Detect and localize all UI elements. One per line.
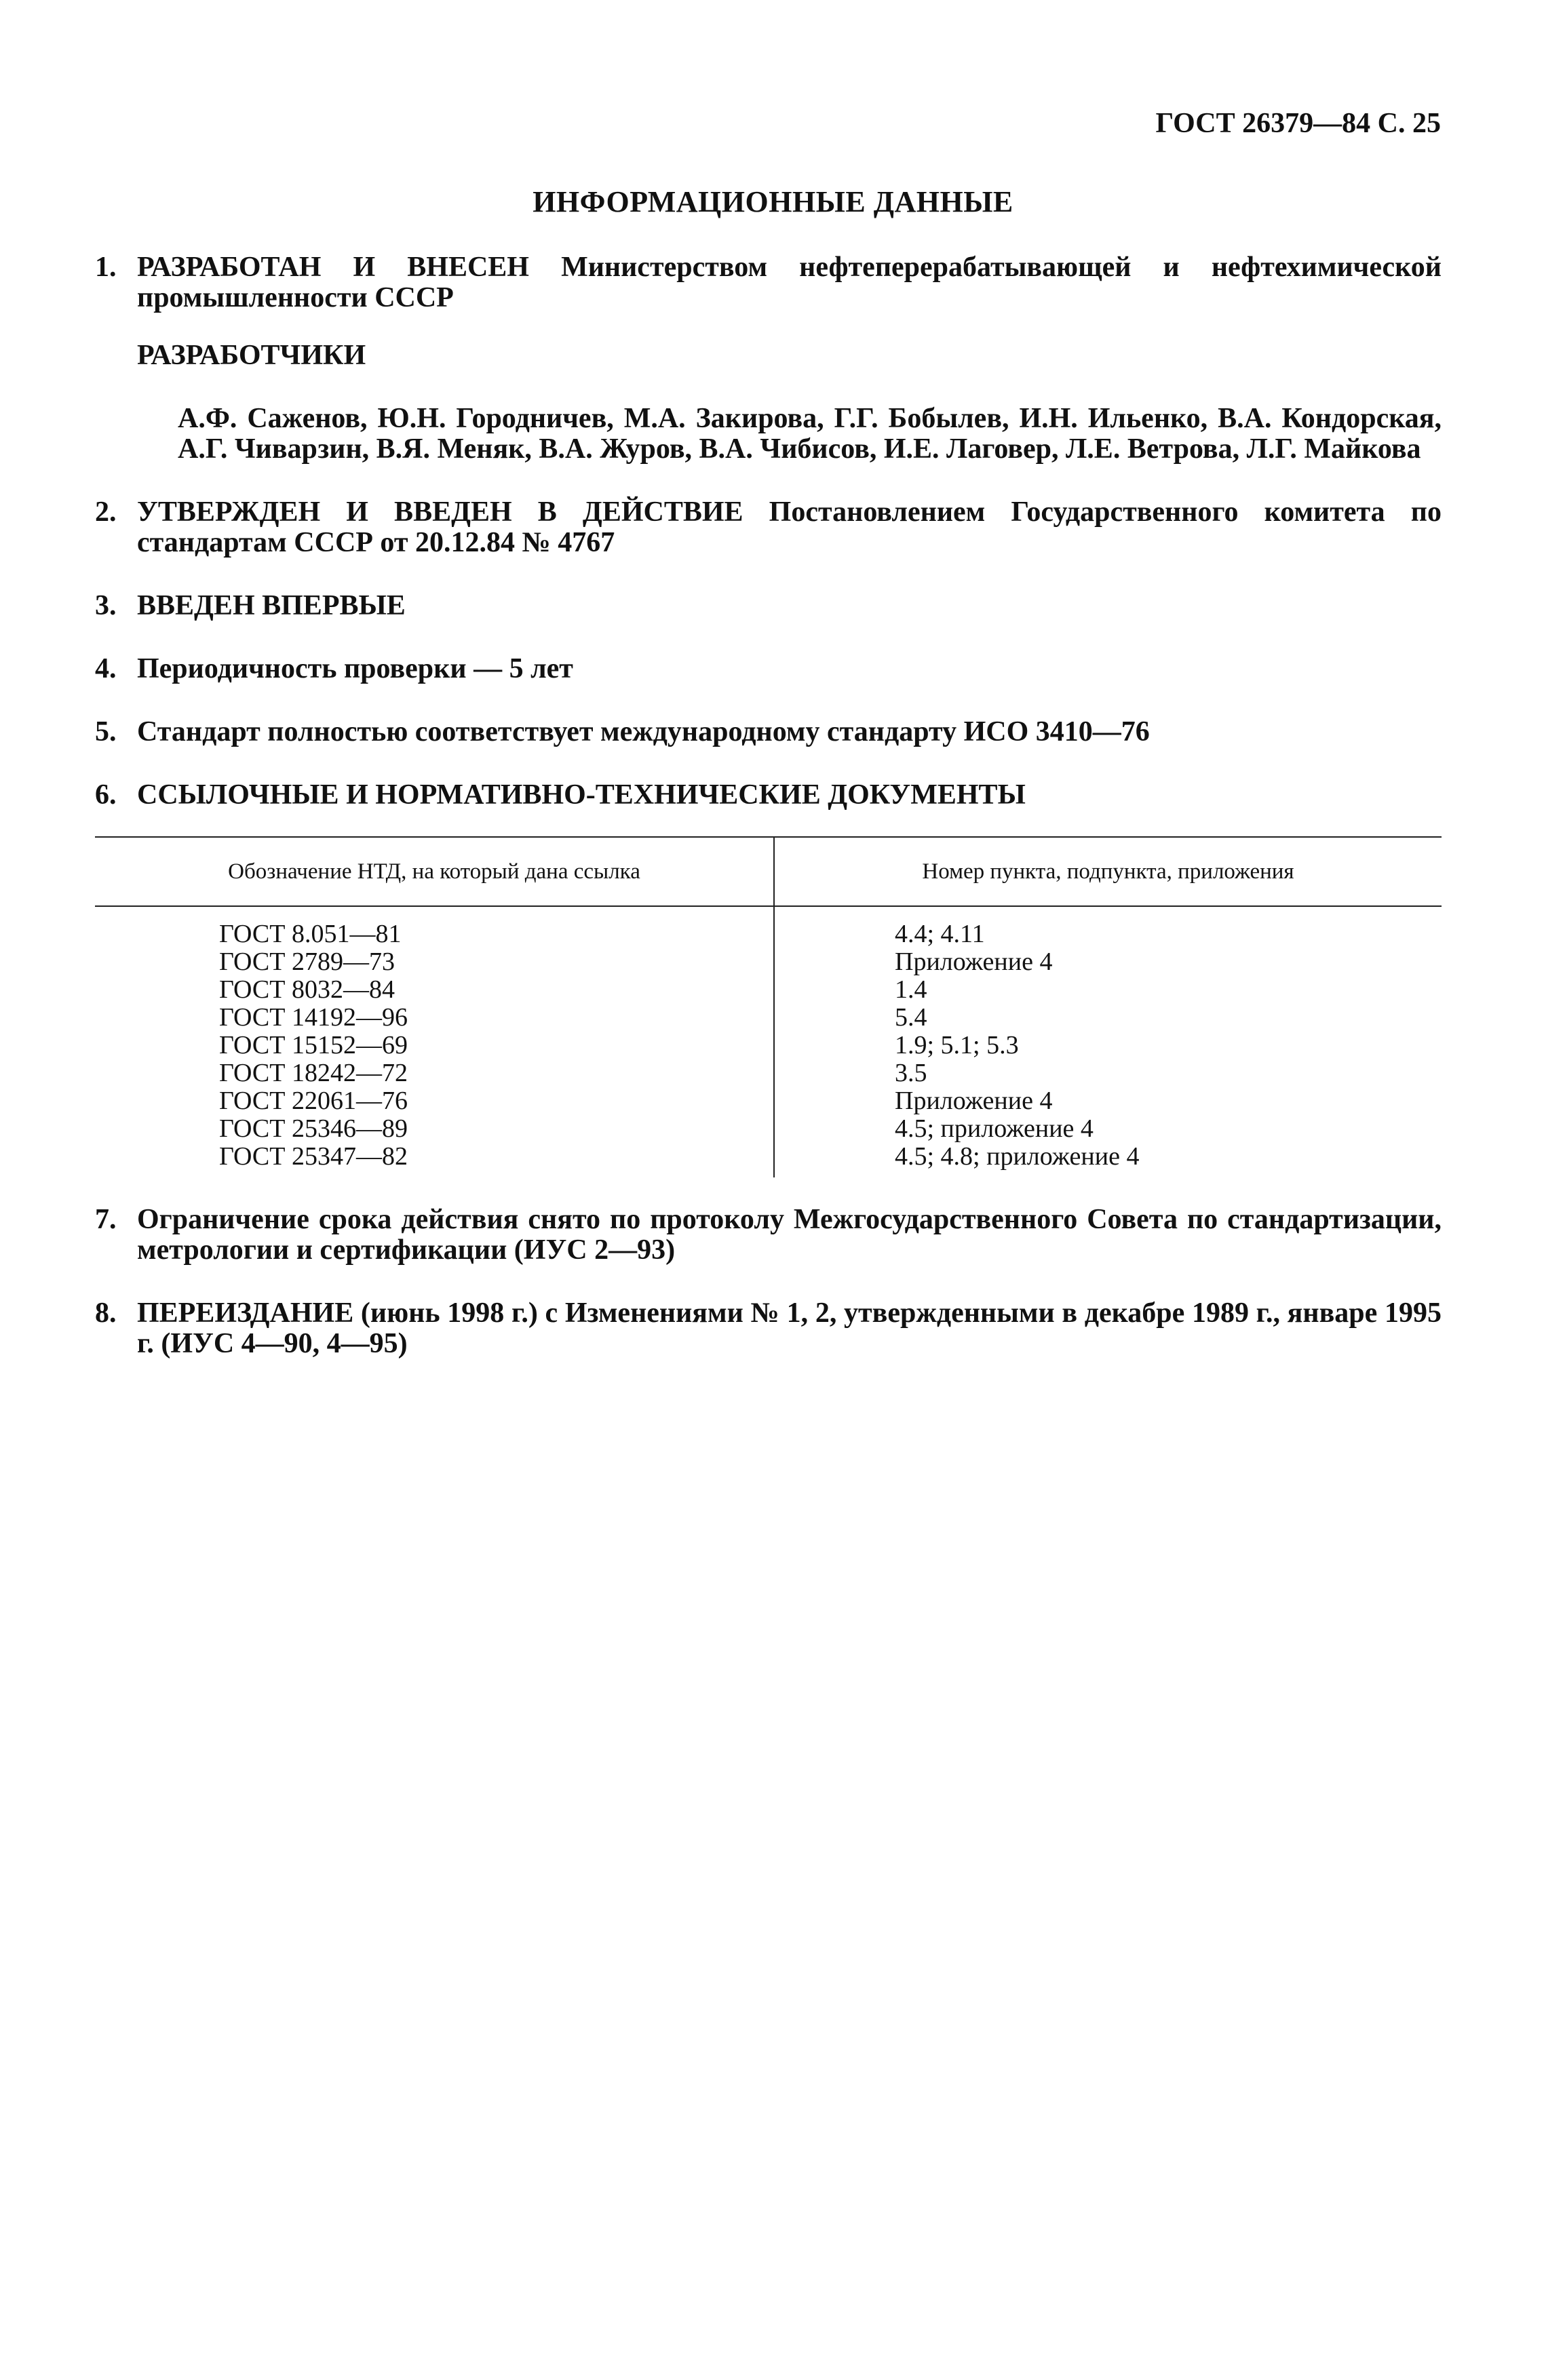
clause-ref: 3.5 [895,1059,927,1087]
info-item-7 [95,1205,1442,1266]
clause-ref: 5.4 [895,1003,927,1032]
document-code: ГОСТ 25347—82 [219,1142,408,1171]
item-number: 8. [95,1298,117,1329]
reference-documents-table [95,836,1442,1177]
item-number: 7. [95,1204,117,1235]
clause-ref: 1.9; 5.1; 5.3 [895,1031,1019,1059]
document-code: ГОСТ 22061—76 [219,1087,408,1115]
clause-cell [774,906,1442,1177]
section-title: ИНФОРМАЦИОННЫЕ ДАННЫЕ [533,185,1013,218]
column-header-clause: Номер пункта, подпункта, приложения [774,837,1442,906]
info-item-3 [95,591,1442,621]
info-item-8 [95,1298,1442,1359]
item-number: 2. [95,496,117,528]
item-text: ПЕРЕИЗДАНИЕ (июнь 1998 г.) с Изменениями № 1, 2, утвержденными в декабре 1989 г., январе 1995 г. (ИУС 4—90, 4—95) [137,1298,1442,1359]
info-item-1 [95,252,1442,465]
item-text: ССЫЛОЧНЫЕ И НОРМАТИВНО-ТЕХНИЧЕСКИЕ ДОКУМЕНТЫ [137,779,1026,811]
item-text: Ограничение срока действия снято по протоколу Межгосударственного Совета по стандартизации, метрологии и сертификации (ИУС 2—93) [137,1204,1442,1266]
document-code: ГОСТ 14192—96 [219,1003,408,1032]
info-item-5 [95,717,1442,747]
info-item-6 [95,780,1442,811]
table-header-row [95,837,1442,906]
clause-ref: Приложение 4 [895,1087,1053,1115]
item-number: 3. [95,590,117,621]
item-number: 4. [95,653,117,684]
document-code: ГОСТ 18242—72 [219,1059,408,1087]
item-number: 5. [95,716,117,747]
clause-ref: 4.5; приложение 4 [895,1114,1094,1143]
item-text: Периодичность проверки — 5 лет [137,653,573,684]
clause-ref: 1.4 [895,975,927,1004]
item-text: РАЗРАБОТАН И ВНЕСЕН Министерством нефтеперерабатывающей и нефтехимической промышленности СССР [137,252,1442,313]
item-number: 1. [95,252,117,283]
column-header-document: Обозначение НТД, на который дана ссылка [95,837,774,906]
document-cell [95,906,774,1177]
item-text: Стандарт полностью соответствует международному стандарту ИСО 3410—76 [137,716,1150,747]
info-item-2 [95,497,1442,558]
info-item-4 [95,654,1442,684]
document-code: ГОСТ 15152—69 [219,1031,408,1059]
document-code: ГОСТ 8.051—81 [219,920,402,948]
document-code: ГОСТ 2789—73 [219,948,395,976]
info-content [95,252,1442,1392]
developers-list: А.Ф. Саженов, Ю.Н. Городничев, М.А. Закирова, Г.Г. Бобылев, И.Н. Ильенко, В.А. Кондорская, А.Г. Чиварзин, В.Я. Меняк, В.А. Журов, В.А. Чибисов, И.Е. Лаговер, Л.Е. Ветрова, Л.Г. Майкова [178,403,1442,465]
item-1-body [137,252,1442,465]
document-code: ГОСТ 25346—89 [219,1114,408,1143]
page-header-standard-ref: ГОСТ 26379—84 С. 25 [1155,108,1441,139]
item-text: УТВЕРЖДЕН И ВВЕДЕН В ДЕЙСТВИЕ Постановлением Государственного комитета по стандартам СССР от 20.12.84 № 4767 [137,496,1442,558]
clause-ref: 4.5; 4.8; приложение 4 [895,1142,1140,1171]
table-row [95,906,1442,1177]
item-text: ВВЕДЕН ВПЕРВЫЕ [137,590,406,621]
document-code: ГОСТ 8032—84 [219,975,395,1004]
clause-ref: Приложение 4 [895,948,1053,976]
clause-ref: 4.4; 4.11 [895,920,985,948]
reference-documents-table-wrap [95,836,1442,1177]
item-number: 6. [95,779,117,811]
developers-heading: РАЗРАБОТЧИКИ [137,340,366,371]
